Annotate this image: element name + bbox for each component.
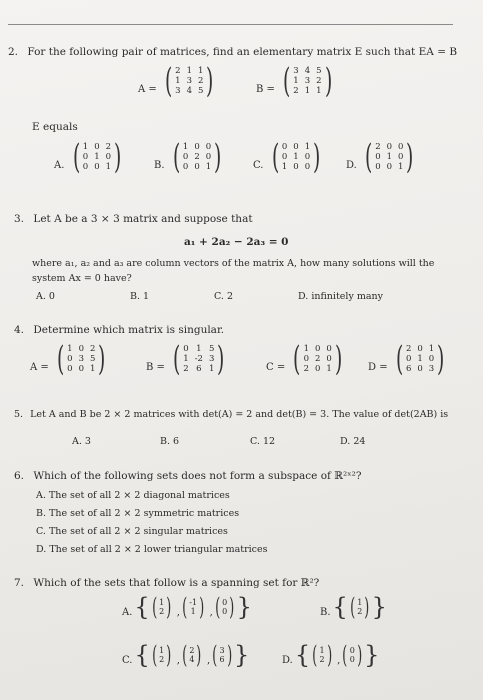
matrix — [290, 339, 345, 379]
matrix-entry: 3 — [293, 66, 299, 76]
left-brace: { — [134, 593, 150, 621]
matrix — [280, 61, 335, 101]
matrix-entry: 0 — [205, 152, 212, 162]
q3-number: 3. — [14, 213, 25, 225]
option-label: D. — [346, 160, 357, 171]
q6-prompt — [14, 470, 362, 482]
option-label: D. — [282, 655, 293, 666]
matrix-entry: 1 — [428, 344, 435, 354]
matrix-entry: 6 — [405, 364, 412, 374]
matrix-grid — [293, 66, 321, 96]
matrix-entry: 0 — [293, 142, 299, 152]
vector-entry: 1 — [159, 598, 165, 607]
matrix-entry: 1 — [281, 162, 288, 172]
left-paren: ( — [293, 339, 301, 379]
right-paren: ) — [437, 339, 445, 379]
q6-option-c[interactable]: C. The set of all 2 × 2 singular matrices — [36, 526, 228, 537]
matrix-entry: 0 — [398, 142, 404, 152]
q2-option-d[interactable] — [346, 137, 417, 177]
matrix-entry: 0 — [78, 344, 84, 354]
matrix-entry: 2 — [105, 142, 112, 152]
q7-number: 7. — [14, 577, 25, 589]
q6-text: Which of the following sets does not form a subspace of ℝ²ˣ²? — [33, 470, 362, 482]
right-paren: ) — [313, 137, 321, 177]
matrix-entry: 1 — [196, 344, 202, 354]
column-vector — [150, 595, 174, 619]
matrix-entry: 3 — [78, 354, 84, 364]
matrix-entry: 0 — [281, 142, 288, 152]
column-vector — [210, 643, 234, 667]
matrix-entry: 0 — [194, 162, 200, 172]
q7-option-b[interactable] — [320, 595, 387, 619]
vector-entry: 2 — [159, 607, 165, 616]
vector-entry: 2 — [319, 655, 325, 664]
q4-text: Determine which matrix is singular. — [33, 324, 225, 336]
right-paren: ) — [229, 593, 235, 621]
q2-option-b[interactable] — [154, 137, 224, 177]
q3-option-a[interactable]: A. 0 — [36, 291, 55, 302]
left-paren: ( — [342, 641, 348, 669]
right-paren: ) — [364, 593, 370, 621]
left-paren: ( — [282, 61, 291, 101]
left-paren: ( — [182, 593, 188, 621]
vector-entry: 0 — [349, 655, 355, 664]
q7-option-d[interactable] — [282, 643, 379, 667]
q3-line3: system Ax = 0 have? — [32, 273, 132, 284]
matrix-entry: 0 — [375, 152, 381, 162]
matrix-entry: 1 — [293, 76, 299, 86]
matrix-entry: 1 — [293, 152, 299, 162]
left-brace: { — [294, 641, 311, 669]
q6-number: 6. — [14, 470, 25, 482]
matrix-entry: 4 — [186, 86, 192, 96]
matrix-entry: 0 — [417, 344, 423, 354]
matrix-entry: 0 — [428, 354, 435, 364]
right-paren: ) — [334, 339, 343, 379]
matrix-entry: 0 — [182, 162, 189, 172]
matrix-entry: 1 — [82, 142, 89, 152]
matrix-grid — [83, 142, 111, 172]
q2-a-label: A = — [138, 84, 157, 95]
matrix-entry: 0 — [82, 152, 89, 162]
matrix-entry: 2 — [194, 152, 200, 162]
comma-separator: , — [206, 607, 213, 618]
matrix-entry: 1 — [326, 364, 332, 374]
matrix-entry: 0 — [94, 142, 100, 152]
q2-prompt — [8, 46, 457, 58]
right-paren: ) — [206, 61, 214, 101]
matrix-grid — [406, 344, 434, 374]
matrix-entry: 0 — [105, 152, 112, 162]
matrix-entry: 1 — [208, 364, 215, 374]
top-divider — [8, 24, 453, 25]
q5-number: 5. — [14, 409, 24, 420]
matrix-entry: 2 — [197, 76, 204, 86]
right-paren: ) — [166, 593, 172, 621]
matrix-entry: 1 — [67, 344, 73, 354]
matrix-entry: 5 — [89, 354, 96, 364]
matrix-entry: 2 — [89, 344, 96, 354]
matrix-entry: 0 — [304, 152, 311, 162]
matrix-entry: 1 — [94, 152, 100, 162]
q3-line2: where a₁, a₂ and a₃ are column vectors of the matrix A, how many solutions will the — [32, 258, 435, 269]
column-vector — [180, 643, 204, 667]
left-paren: ( — [56, 339, 65, 379]
vector-entry: 2 — [159, 655, 165, 664]
right-paren: ) — [196, 641, 202, 669]
comma-separator: , — [173, 607, 180, 618]
left-paren: ( — [271, 137, 279, 177]
matrix-grid — [175, 66, 203, 96]
column-vector — [213, 595, 237, 619]
matrix-entry: 2 — [315, 354, 321, 364]
vector-entry: 2 — [357, 607, 363, 616]
q7-text: Which of the sets that follow is a spanning set for ℝ²? — [33, 577, 320, 589]
matrix-grid — [282, 142, 310, 172]
q2-matrix-b — [256, 61, 335, 101]
vector-entries — [159, 646, 164, 664]
left-paren: ( — [395, 339, 403, 379]
left-paren: ( — [172, 339, 181, 379]
vector-entry: 1 — [357, 598, 363, 607]
matrix-entry: 2 — [293, 86, 299, 96]
right-paren: ) — [324, 61, 332, 101]
vector-entry: 0 — [222, 598, 228, 607]
vector-entries — [189, 598, 197, 616]
q4-number: 4. — [14, 324, 25, 336]
matrix — [170, 339, 228, 379]
option-label: D = — [368, 362, 388, 373]
matrix — [70, 137, 125, 177]
matrix-entry: 1 — [89, 364, 96, 374]
vector-entry: 1 — [319, 646, 325, 655]
matrix-entry: 1 — [183, 354, 189, 364]
q7-option-c[interactable] — [122, 643, 249, 667]
matrix-entry: 0 — [405, 354, 412, 364]
matrix-entry: 0 — [293, 162, 299, 172]
vector-entries — [357, 598, 362, 616]
q3-option-d[interactable]: D. infinitely many — [298, 291, 383, 302]
vector-entry: -1 — [189, 598, 198, 607]
q3-option-c[interactable]: C. 2 — [214, 291, 234, 302]
matrix — [362, 137, 417, 177]
matrix-entry: 1 — [186, 66, 192, 76]
right-paren: ) — [217, 339, 225, 379]
column-vector — [348, 595, 372, 619]
q2-matrix-a — [138, 61, 217, 101]
right-brace: } — [364, 641, 380, 669]
matrix-entry: 0 — [315, 344, 321, 354]
column-vector — [310, 643, 334, 667]
matrix-entry: 0 — [205, 142, 212, 152]
matrix-entry: 0 — [375, 162, 381, 172]
matrix-entry: 3 — [186, 76, 192, 86]
q5-text: Let A and B be 2 × 2 matrices with det(A) = 2 and det(B) = 3. The value of det(2AB) is — [30, 409, 449, 420]
q4-prompt — [14, 324, 224, 336]
left-paren: ( — [364, 137, 373, 177]
column-vector — [180, 595, 207, 619]
option-label: C = — [266, 362, 286, 373]
matrix-entry: 1 — [105, 162, 112, 172]
q6-option-a[interactable]: A. The set of all 2 × 2 diagonal matrices — [36, 490, 230, 501]
matrix-entry: 5 — [316, 66, 322, 76]
matrix-entry: 2 — [183, 364, 189, 374]
matrix-grid — [375, 142, 403, 172]
right-paren: ) — [114, 137, 122, 177]
q5-option-d[interactable]: D. 24 — [340, 436, 366, 447]
matrix — [170, 137, 225, 177]
q2-equals-text: E equals — [32, 121, 78, 133]
matrix-entry: 1 — [417, 354, 423, 364]
matrix-entry: 0 — [386, 162, 393, 172]
matrix-entry: 5 — [208, 344, 215, 354]
matrix-entry: 0 — [194, 142, 200, 152]
right-paren: ) — [214, 137, 222, 177]
right-paren: ) — [98, 339, 106, 379]
q4-option-c[interactable] — [266, 339, 345, 379]
left-paren: ( — [214, 593, 221, 621]
matrix-entry: 0 — [326, 354, 332, 364]
vector-entries — [220, 646, 225, 664]
vector-entries — [159, 598, 164, 616]
q2-number: 2. — [8, 46, 19, 58]
vector-entry: 2 — [189, 646, 195, 655]
q2-option-c[interactable] — [253, 137, 323, 177]
matrix-grid — [183, 344, 214, 374]
matrix-entry: 1 — [303, 344, 309, 354]
q5-prompt — [14, 409, 448, 420]
option-label: B = — [146, 362, 165, 373]
matrix-entry: 2 — [375, 142, 381, 152]
q5-option-b[interactable]: B. 6 — [160, 436, 180, 447]
column-vector — [150, 643, 174, 667]
matrix — [54, 339, 109, 379]
matrix-entry: 2 — [303, 364, 309, 374]
matrix-entry: 0 — [183, 344, 189, 354]
matrix-entry: 0 — [182, 152, 189, 162]
q2-text: For the following pair of matrices, find an elementary matrix E such that EA = B — [27, 46, 458, 58]
matrix-entry: 0 — [315, 364, 321, 374]
matrix-entry: 1 — [398, 162, 404, 172]
left-paren: ( — [182, 641, 188, 669]
matrix-entry: 2 — [316, 76, 322, 86]
option-label: B. — [154, 160, 165, 171]
column-vector — [340, 643, 364, 667]
q3-option-b[interactable]: B. 1 — [130, 291, 150, 302]
matrix-grid — [183, 142, 211, 172]
q3-text: Let A be a 3 × 3 matrix and suppose that — [33, 213, 253, 225]
matrix-entry: 3 — [208, 354, 215, 364]
right-paren: ) — [166, 641, 172, 669]
matrix — [393, 339, 448, 379]
option-label: A. — [54, 160, 65, 171]
q5-option-c[interactable]: C. 12 — [250, 436, 276, 447]
matrix-entry: 0 — [304, 162, 311, 172]
q6-option-b[interactable]: B. The set of all 2 × 2 symmetric matrices — [36, 508, 240, 519]
vector-entry: 1 — [190, 607, 196, 616]
right-brace: } — [371, 593, 387, 621]
q7-option-a[interactable] — [122, 595, 252, 619]
matrix-entry: 1 — [316, 86, 322, 96]
left-paren: ( — [312, 641, 318, 669]
comma-separator: , — [173, 655, 180, 666]
q4-option-d[interactable] — [368, 339, 447, 379]
matrix-entry: 0 — [398, 152, 404, 162]
vector-entries — [189, 646, 194, 664]
vector-entries — [320, 646, 325, 664]
matrix-entry: 3 — [175, 86, 181, 96]
left-paren: ( — [164, 61, 173, 101]
left-paren: ( — [151, 593, 157, 621]
matrix-entry: 0 — [67, 364, 73, 374]
vector-entry: 0 — [349, 646, 355, 655]
matrix-entry: 1 — [205, 162, 212, 172]
matrix-entry: 1 — [304, 142, 311, 152]
vector-entries — [222, 598, 227, 616]
matrix-entry: 1 — [386, 152, 393, 162]
matrix-entry: 0 — [82, 162, 89, 172]
matrix-entry: 0 — [417, 364, 423, 374]
vector-entry: 0 — [222, 607, 228, 616]
q3-prompt — [14, 213, 253, 225]
q2-b-label: B = — [256, 84, 275, 95]
option-label: A = — [30, 362, 49, 373]
vector-entry: 4 — [189, 655, 195, 664]
vector-entry: 1 — [159, 646, 165, 655]
left-brace: { — [332, 593, 348, 621]
matrix-entry: 0 — [326, 344, 332, 354]
matrix-entry: 0 — [386, 142, 393, 152]
left-paren: ( — [72, 137, 80, 177]
right-paren: ) — [326, 641, 332, 669]
q3-equation: a₁ + 2a₂ − 2a₃ = 0 — [184, 236, 289, 248]
matrix-entry: 0 — [94, 162, 100, 172]
q5-option-a[interactable]: A. 3 — [72, 436, 91, 447]
option-label: C. — [253, 160, 264, 171]
matrix-entry: -2 — [194, 354, 203, 364]
matrix-entry: 1 — [197, 66, 204, 76]
q4-option-b[interactable] — [146, 339, 228, 379]
option-label: C. — [122, 655, 133, 666]
right-paren: ) — [356, 641, 363, 669]
matrix-grid — [304, 344, 332, 374]
option-label: B. — [320, 607, 331, 618]
matrix-entry: 2 — [405, 344, 412, 354]
right-paren: ) — [226, 641, 232, 669]
q6-option-d[interactable]: D. The set of all 2 × 2 lower triangular matrices — [36, 544, 268, 555]
q7-prompt — [14, 577, 319, 589]
comma-separator: , — [203, 655, 211, 666]
vector-entries — [350, 646, 355, 664]
left-paren: ( — [151, 641, 158, 669]
left-paren: ( — [172, 137, 180, 177]
matrix-entry: 0 — [303, 354, 309, 364]
matrix-entry: 1 — [175, 76, 181, 86]
option-label: A. — [122, 607, 133, 618]
matrix-entry: 1 — [182, 142, 189, 152]
right-paren: ) — [199, 593, 205, 621]
matrix-grid — [67, 344, 95, 374]
matrix-entry: 0 — [78, 364, 84, 374]
right-paren: ) — [406, 137, 414, 177]
matrix-entry: 0 — [67, 354, 73, 364]
matrix-entry: 5 — [197, 86, 204, 96]
matrix-entry: 4 — [304, 66, 311, 76]
right-brace: } — [234, 641, 250, 669]
matrix-entry: 3 — [304, 76, 311, 86]
comma-separator: , — [333, 655, 341, 666]
matrix-entry: 2 — [175, 66, 181, 76]
matrix — [269, 137, 324, 177]
matrix-entry: 1 — [304, 86, 311, 96]
q4-option-a[interactable] — [30, 339, 109, 379]
q2-option-a[interactable] — [54, 137, 124, 177]
matrix — [162, 61, 217, 101]
matrix-entry: 0 — [281, 152, 288, 162]
left-brace: { — [134, 641, 150, 669]
left-paren: ( — [349, 593, 356, 621]
matrix-entry: 3 — [428, 364, 435, 374]
vector-entry: 3 — [219, 646, 225, 655]
left-paren: ( — [212, 641, 218, 669]
right-brace: } — [236, 593, 252, 621]
matrix-entry: 6 — [196, 364, 202, 374]
vector-entry: 6 — [219, 655, 225, 664]
